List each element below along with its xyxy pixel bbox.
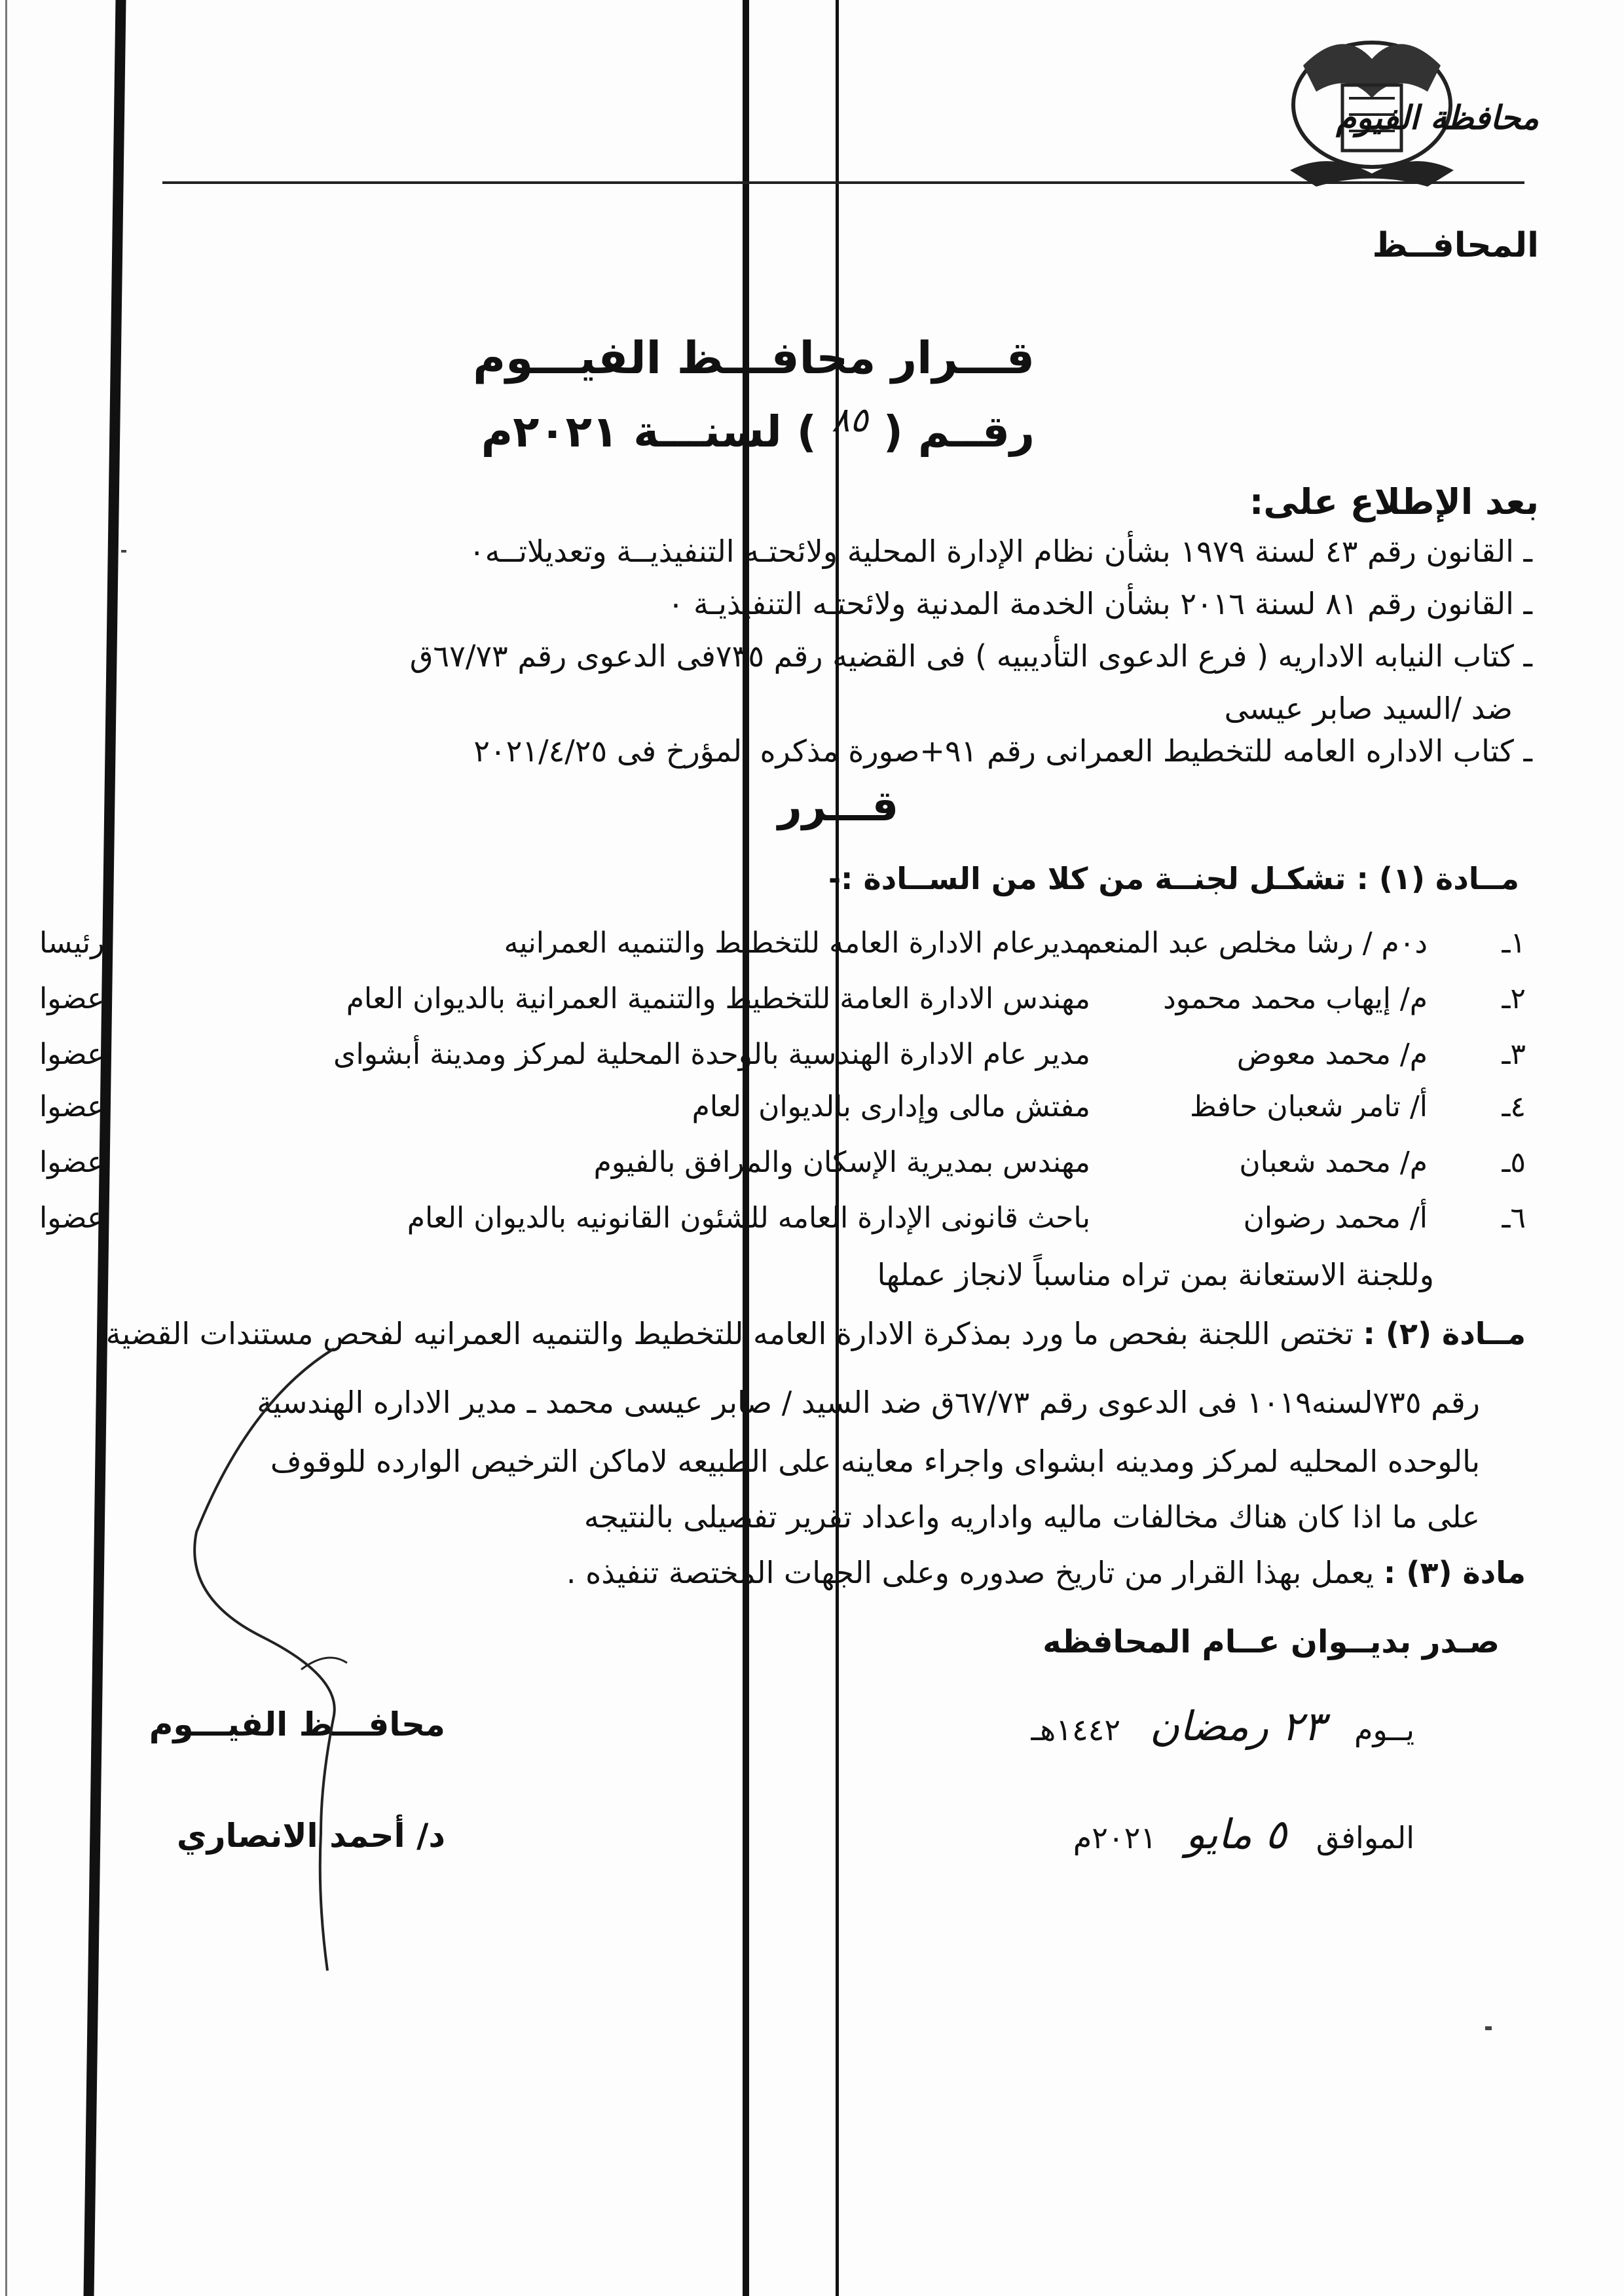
member-name: م/ محمد معوض [1236, 1038, 1428, 1071]
member-title: مهندس بمديرية الإسكان والمرافق بالفيوم [593, 1146, 1090, 1179]
member-index: ٦ـ [1502, 1201, 1526, 1235]
member-row [39, 1090, 1526, 1142]
member-row [39, 1038, 1526, 1090]
member-title: مفتش مالى وإدارى بالديوان العام [692, 1090, 1090, 1123]
scan-artifact-line-edge [5, 0, 7, 2296]
article-1-heading: مــادة (١) : تشكـل لجنــة من كلا من الســادة :- [828, 861, 1519, 896]
member-name: م/ إيهاب محمد محمود [1163, 982, 1428, 1015]
preamble-item-2: ـ القانون رقم ٨١ لسنة ٢٠١٦ بشأن الخدمة المدنية ولائحتـه التنفيذيـة ٠ [667, 586, 1532, 621]
member-row [39, 1146, 1526, 1198]
member-title: مديرعام الادارة العامه للتخطيط والتنميه العمرانيه [504, 926, 1090, 960]
hijri-date-handwritten: ٢٣ رمضان [1149, 1702, 1325, 1750]
gregorian-date-handwritten: ٥ مايو [1185, 1810, 1287, 1858]
member-index: ٢ـ [1502, 982, 1526, 1015]
gregorian-year: ٢٠٢١م [1073, 1820, 1157, 1855]
signatory-title: محافـــظ الفيـــوم [149, 1705, 445, 1743]
preamble-item-3: ـ كتاب النيابه الاداريه ( فرع الدعوى التأديبيه ) فى القضيه رقم ٧٣٥فى الدعوى رقم ٦٧/٧٣ق [409, 638, 1532, 674]
header-governorate-name: محافظة الفيوم [1336, 98, 1539, 137]
member-title: مدير عام الادارة الهندسية بالوحدة المحلية لمركز ومدينة أبشواى [333, 1038, 1090, 1071]
decision-year: ) لسنـــة ٢٠٢١م [481, 407, 817, 457]
member-name: د٠م / رشا مخلص عبد المنعم [1084, 926, 1428, 960]
member-row [39, 1201, 1526, 1254]
member-index: ٣ـ [1502, 1038, 1526, 1071]
member-name: أ/ محمد رضوان [1243, 1201, 1428, 1235]
preamble-item-1: ـ القانون رقم ٤٣ لسنة ١٩٧٩ بشأن نظام الإدارة المحلية ولائحتـه التنفيذيــة وتعديلاتــه٠ [468, 534, 1532, 569]
preamble-item-3-continued: ضد /السيد صابر عيسى [1224, 691, 1513, 726]
member-index: ١ـ [1502, 926, 1526, 960]
article-2-line-2: رقم ٧٣٥لسنه١٠١٩ فى الدعوى رقم ٦٧/٧٣ق ضد السيد / صابر عيسى محمد ـ مدير الاداره الهندسية [257, 1385, 1480, 1420]
header-office-title: المحافــظ [1372, 226, 1539, 265]
scan-speck [1485, 2026, 1492, 2030]
member-role: عضوا [39, 1038, 105, 1071]
article-2-line-4: على ما اذا كان هناك مخالفات ماليه واداريه واعداد تقرير تفصيلى بالنتيجه [583, 1499, 1480, 1535]
article-2-heading: مــادة (٢) : [1363, 1316, 1526, 1351]
member-title: باحث قانونى الإدارة العامه للشئون القانونيه بالديوان العام [407, 1201, 1090, 1235]
preamble-item-4: ـ كتاب الاداره العامه للتخطيط العمرانى رقم ٩١+صورة مذكره المؤرخ فى ٢٠٢١/٤/٢٥ [473, 733, 1532, 769]
article-2-line-3: بالوحده المحليه لمركز ومدينه ابشواى واجراء معاينه على الطبيعه لاماكن الترخيص الوارده للوقوف [270, 1444, 1480, 1479]
hijri-date-line [904, 1702, 1414, 1750]
hijri-year: ١٤٤٢هـ [1031, 1712, 1121, 1747]
handwritten-signature-icon [170, 1322, 432, 1977]
decision-number-line [481, 401, 1035, 457]
issued-at: صـدر بديــوان عــام المحافظه [1043, 1624, 1500, 1660]
member-role: رئيسا [39, 926, 105, 960]
member-row [39, 982, 1526, 1034]
article-3-line [566, 1555, 1526, 1590]
committee-assistance-note: وللجنة الاستعانة بمن تراه مناسباً لانجاز عملها [877, 1257, 1434, 1292]
member-name: م/ محمد شعبان [1239, 1146, 1428, 1179]
member-row [39, 926, 1526, 979]
header-divider [162, 181, 1524, 184]
member-index: ٤ـ [1502, 1090, 1526, 1123]
member-role: عضوا [39, 982, 105, 1015]
decision-number-label: رقــم ( [883, 407, 1035, 457]
scan-speck [121, 550, 126, 553]
decision-number-handwritten: ٨٥ [831, 401, 868, 440]
preamble-heading: بعد الإطلاع على: [1249, 481, 1539, 522]
member-title: مهندس الادارة العامة للتخطيط والتنمية العمرانية بالديوان العام [346, 982, 1090, 1015]
member-index: ٥ـ [1502, 1146, 1526, 1179]
article-3-heading: مادة (٣) : [1383, 1555, 1526, 1590]
article-3-text: يعمل بهذا القرار من تاريخ صدوره وعلى الجهات المختصة تنفيذه . [566, 1555, 1375, 1590]
hijri-date-label: يــوم [1354, 1712, 1414, 1747]
member-role: عضوا [39, 1146, 105, 1179]
member-role: عضوا [39, 1201, 105, 1235]
member-role: عضوا [39, 1090, 105, 1123]
decision-title: قـــرار محافـــظ الفيـــوم [473, 333, 1035, 384]
gregorian-date-label: الموافق [1316, 1820, 1414, 1855]
article-2-text: تختص اللجنة بفحص ما ورد بمذكرة الادارة العامه للتخطيط والتنميه العمرانيه لفحص مستندات القضية [105, 1316, 1354, 1351]
member-name: أ/ تامر شعبان حافظ [1190, 1090, 1428, 1123]
signatory-name: د/ أحمد الانصاري [176, 1817, 445, 1855]
gregorian-date-line [904, 1810, 1414, 1858]
decided-heading: قـــرر [777, 782, 899, 831]
